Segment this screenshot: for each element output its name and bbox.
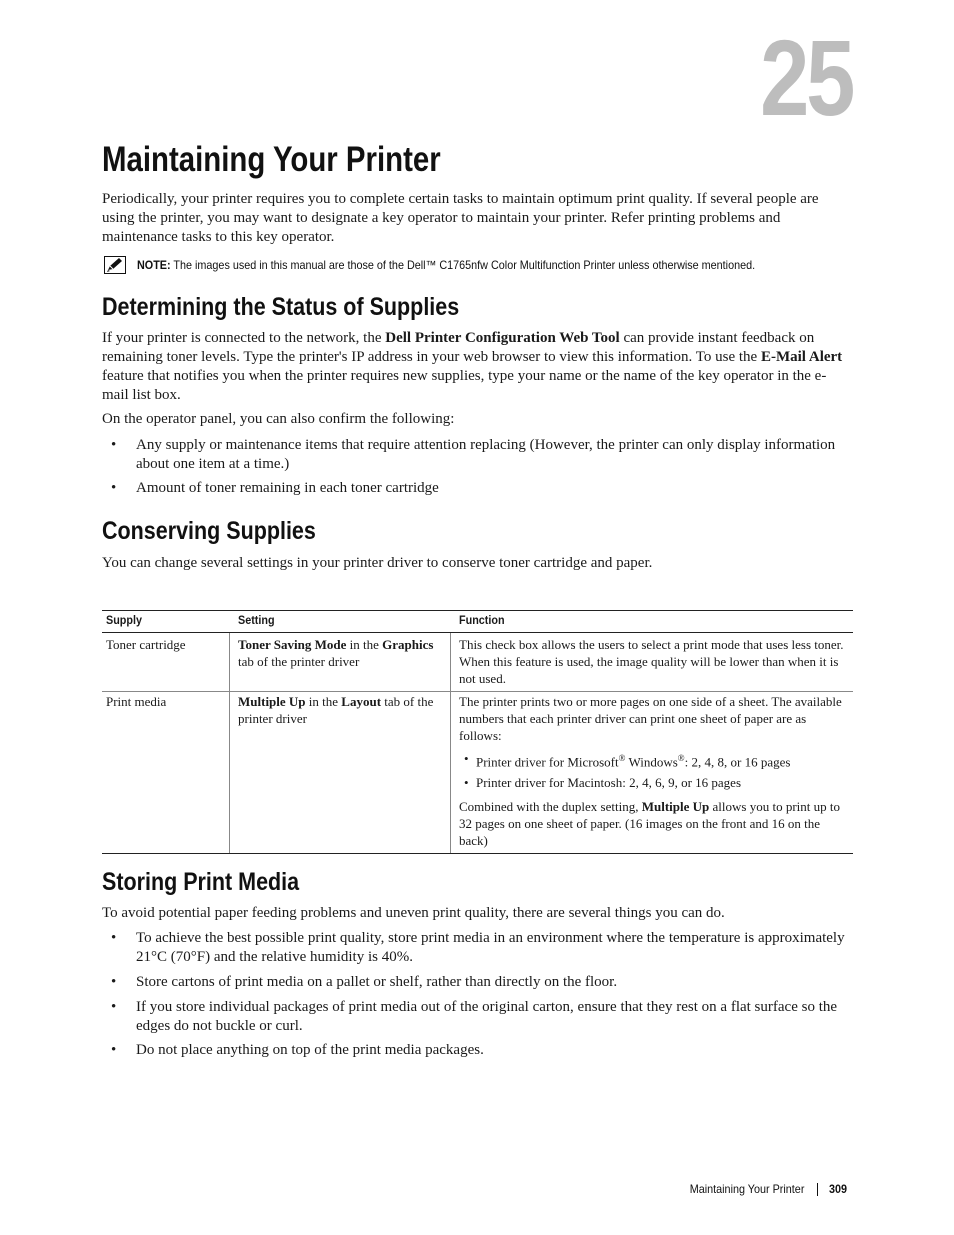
table-top-rule [102,610,853,611]
bullet-dot: • [111,437,117,453]
driver-ms-pages: : 2, 4, 8, or 16 pages [684,754,791,770]
table-cell-supply: Toner cartridge [106,637,186,652]
page-title: Maintaining Your Printer [102,140,441,179]
table-header-function: Function [459,613,505,627]
table-row-rule [102,691,853,692]
status-email-alert: E-Mail Alert [760,349,843,365]
storing-paragraph: To avoid potential paper feeding problems and uneven print quality, there are several things you can do. [102,905,725,921]
heading-determining-status: Determining the Status of Supplies [102,293,460,321]
registered-mark: ® [677,753,685,763]
table-column-divider [229,633,230,853]
bullet-dot: • [464,751,469,766]
status-text-2: can provide instant feedback on remaining toner levels. Type the printer's IP address in your web browser to view this information. To use the [102,330,815,365]
setting-text: in the [305,694,342,709]
heading-storing-print-media: Storing Print Media [102,868,300,896]
registered-mark: ® [618,753,626,763]
table-header-supply: Supply [106,613,143,627]
function-text: allows you to print up to 32 pages on one sheet of paper. (16 images on the front and 16 on the back) [459,799,840,848]
table-list-item-text: Printer driver for Macintosh: 2, 4, 6, 9, or 16 pages [476,775,742,790]
table-header-rule [102,632,853,633]
status-paragraph [102,329,850,405]
driver-windows: Windows [625,754,678,770]
bullet-dot: • [111,999,117,1015]
bullet-dot: • [111,1042,117,1058]
function-text: Combined with the duplex setting, [459,799,642,814]
table-cell-setting [238,636,450,670]
setting-name: Toner Saving Mode [238,637,347,652]
table-cell-function: The printer prints two or more pages on one side of a sheet. The available numbers that each printer driver can print one sheet of paper are as follows: [459,694,842,743]
setting-tab-name: Layout [341,694,382,709]
driver-ms: Printer driver for Microsoft [476,754,619,770]
setting-text: tab of the printer driver [238,654,360,669]
footer-separator [817,1183,818,1196]
intro-paragraph: Periodically, your printer requires you to complete certain tasks to maintain optimum print quality. If several people are using the printer, you may want to designate a key operator to maintain your printer. Refer printing problems and maintenance tasks to this key operator. [102,191,819,245]
table-bottom-rule [102,853,853,854]
setting-text: in the [346,637,383,652]
list-item-text: Amount of toner remaining in each toner cartridge [136,480,439,496]
bullet-dot: • [111,480,117,496]
note-label: NOTE: [137,258,171,272]
bullet-dot: • [111,974,117,990]
table-cell-supply: Print media [106,694,167,709]
status-tool-name: Dell Printer Configuration Web Tool [385,330,620,346]
heading-conserving-supplies: Conserving Supplies [102,517,316,545]
setting-tab-name: Graphics [382,637,434,652]
list-item-text: To achieve the best possible print quality, store print media in an environment where the temperature is approximately 21°C (70°F) and the relative humidity is 40%. [136,930,845,965]
table-cell-setting [238,693,444,727]
list-item-text: If you store individual packages of print media out of the original carton, ensure that they rest on a flat surface so the edges do not buckle or curl. [136,999,838,1034]
conserving-paragraph: You can change several settings in your printer driver to conserve toner cartridge and paper. [102,555,653,571]
table-header-setting: Setting [238,613,275,627]
table-list-item-text [476,750,790,770]
table-cell-function-note [459,798,851,849]
chapter-number: 25 [760,17,852,138]
status-text-1: If your printer is connected to the network, the [102,330,386,346]
list-item-text: Store cartons of print media on a pallet or shelf, rather than directly on the floor. [136,974,618,990]
page-number: 309 [829,1182,848,1196]
status-text-3: feature that notifies you when the printer requires new supplies, type your name or the name of the key operator in the e-mail list box. [102,368,827,403]
list-item-text: Any supply or maintenance items that require attention replacing (However, the printer can only display information about one item at a time.) [136,437,836,472]
supplies-table [102,610,853,854]
table-column-divider [450,633,451,853]
setting-name: Multiple Up [238,694,306,709]
list-item-text: Do not place anything on top of the print media packages. [136,1042,484,1058]
operator-panel-paragraph: On the operator panel, you can also confirm the following: [102,411,455,427]
pencil-note-icon [104,256,126,274]
bullet-dot: • [111,930,117,946]
setting-text: tab of the printer driver [238,694,434,726]
table-cell-function: This check box allows the users to select a print mode that uses less toner. When this feature is used, the image quality will be lower than when it is not used. [459,637,844,686]
note-body: The images used in this manual are those of the Dell™ C1765nfw Color Multifunction Printer unless otherwise mentioned. [170,258,756,272]
function-setting-name: Multiple Up [641,799,710,814]
bullet-dot: • [464,775,469,790]
footer-title: Maintaining Your Printer [689,1182,804,1196]
note-text [137,255,755,275]
